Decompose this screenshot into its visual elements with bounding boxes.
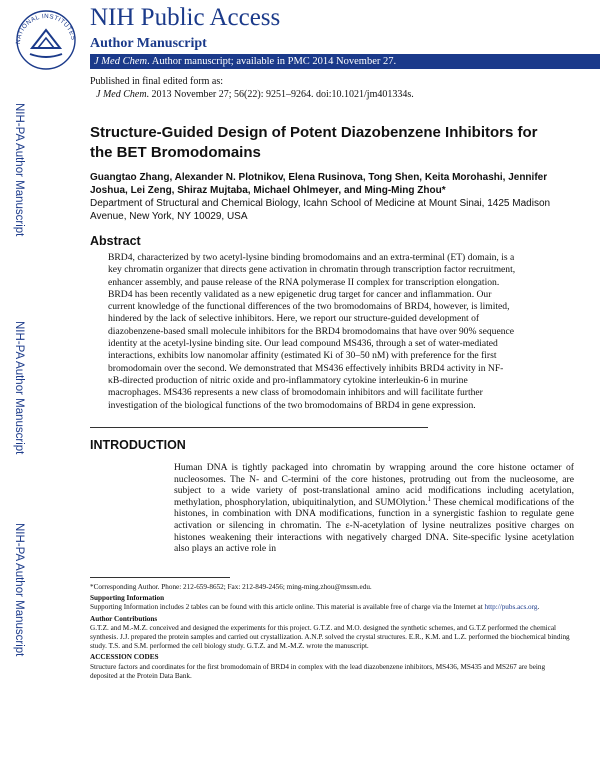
- nih-public-access-title: NIH Public Access: [90, 4, 281, 31]
- corresponding-author-note: *Corresponding Author. Phone: 212-659-8652; Fax: 212-849-2456; ming-ming.zhou@mssm.edu.: [90, 583, 372, 591]
- author-contributions-text: G.T.Z. and M.-M.Z. conceived and designed the experiments for this project. G.T.Z. and M.O. designed the synthetic schemes, and G.T.Z performed the chemical synthesis. J.J. prepared the protein samples and carried out crystallization. A.N.P. solved the crystal structures. E.R., K.M. and L.Z. performed the biochemical binding study. T.S. and S.M. performed the cell biology study. G.T.Z. and M.-M.Z. wrote the manuscript.: [90, 623, 570, 651]
- abstract-heading: Abstract: [90, 234, 141, 248]
- reference-marker[interactable]: 1: [427, 494, 432, 503]
- citation: J Med Chem. 2013 November 27; 56(22): 9251–9264. doi:10.1021/jm401334s.: [96, 89, 414, 100]
- availability-line: J Med Chem. Author manuscript; available in PMC 2014 November 27.: [94, 56, 397, 67]
- side-watermark: NIH-PA Author Manuscript: [13, 321, 25, 455]
- supporting-info-heading: Supporting Information: [90, 594, 165, 603]
- svg-text:NATIONAL INSTITUTES OF HEALTH: NATIONAL INSTITUTES: [14, 12, 77, 45]
- abstract-body: [108, 252, 516, 412]
- published-form-label: Published in final edited form as:: [90, 76, 224, 87]
- introduction-heading: INTRODUCTION: [90, 438, 186, 452]
- section-divider: [90, 427, 428, 428]
- footnotes: [90, 583, 570, 681]
- supporting-info-link[interactable]: http://pubs.acs.org: [484, 603, 538, 612]
- footnote-divider: [90, 577, 230, 578]
- side-watermark: NIH-PA Author Manuscript: [13, 523, 25, 657]
- author-manuscript-title: Author Manuscript: [90, 36, 207, 51]
- accession-codes-text: Structure factors and coordinates for the first bromodomain of BRD4 in complex with the lead diazobenzene inhibitors, MS436, MS435 and MS267 are being deposited at the Protein Data Bank.: [90, 662, 546, 680]
- introduction-body: Human DNA is tightly packaged into chromatin by wrapping around the core histone octamer of nucleosomes. The N- and C-termini of the core histones, protruding out from the nucleosome, are subject to a wide variety of post-translational amino acid modifications including acetylation, methylation, phosphorylation, ubiquitinalytion, and SUMOlytion.$^1$ These chemical modifications of the histones, in combination with DNA modifications, function in a synergistic fashion to regulate gene activation or silencing in chromatin. The ε-N-acetylation of lysine neutralizes positive charges on histones weakening their interactions with negatively charged DNA. Site-specific lysine acetylation also plays an active role in: [174, 462, 575, 555]
- abstract-paragraph: BRD4, characterized by two acetyl-lysine binding bromodomains and an extra-terminal (ET) domain, is a key chromatin organizer that directs gene activation in chromatin through transcription factor recruitment, enhancer assembly, and pause release of the RNA polymerase II complex for transcription elongation. BRD4 has been recently validated as a new epigenetic drug target for cancer and inflammation. Our current knowledge of the functional differences of the two bromodomains of BRD4, however, is limited, hindered by the lack of selective inhibitors. Here, we report our structure-guided development of diazobenzene-based small molecule inhibitors for the BRD4 bromodomains that have over 90% sequence identity at the acetyl-lysine binding site. Our lead compound MS436, through a set of water-mediated interactions, exhibits low nanomolar affinity (estimated Ki of 30–50 nM) with preference for the first bromodomain over the second. We demonstrated that MS436 effectively inhibits BRD4 activity in NF-κB-directed production of nitric oxide and pro-inflammatory cytokine interleukin-6 in murine macrophages. MS436 represents a new class of bromodomain inhibitors and will facilitate further investigation of the biological functions of the two bromodomains of BRD4 in gene expression.: [108, 252, 516, 411]
- affiliation: Department of Structural and Chemical Biology, Icahn School of Medicine at Mount Sinai, 1425 Madison Avenue, New York, NY 10029, USA: [90, 198, 551, 222]
- accession-codes-heading: ACCESSION CODES: [90, 653, 159, 662]
- author-contributions-heading: Author Contributions: [90, 614, 158, 623]
- supporting-info-text: Supporting Information includes 2 tables can be found with this article online. This material is available free of charge via the Internet at http://pubs.acs.org.: [90, 603, 540, 612]
- author-list: Guangtao Zhang, Alexander N. Plotnikov, Elena Rusinova, Tong Shen, Keita Morohashi, Jennifer Joshua, Lei Zeng, Shiraz Mujtaba, Michael Ohlmeyer, and Ming-Ming Zhou*: [90, 172, 548, 196]
- paper-title: Structure-Guided Design of Potent Diazobenzene Inhibitors for the BET Bromodomains: [90, 124, 538, 161]
- nih-logo: [10, 4, 82, 70]
- side-watermark: NIH-PA Author Manuscript: [13, 103, 25, 237]
